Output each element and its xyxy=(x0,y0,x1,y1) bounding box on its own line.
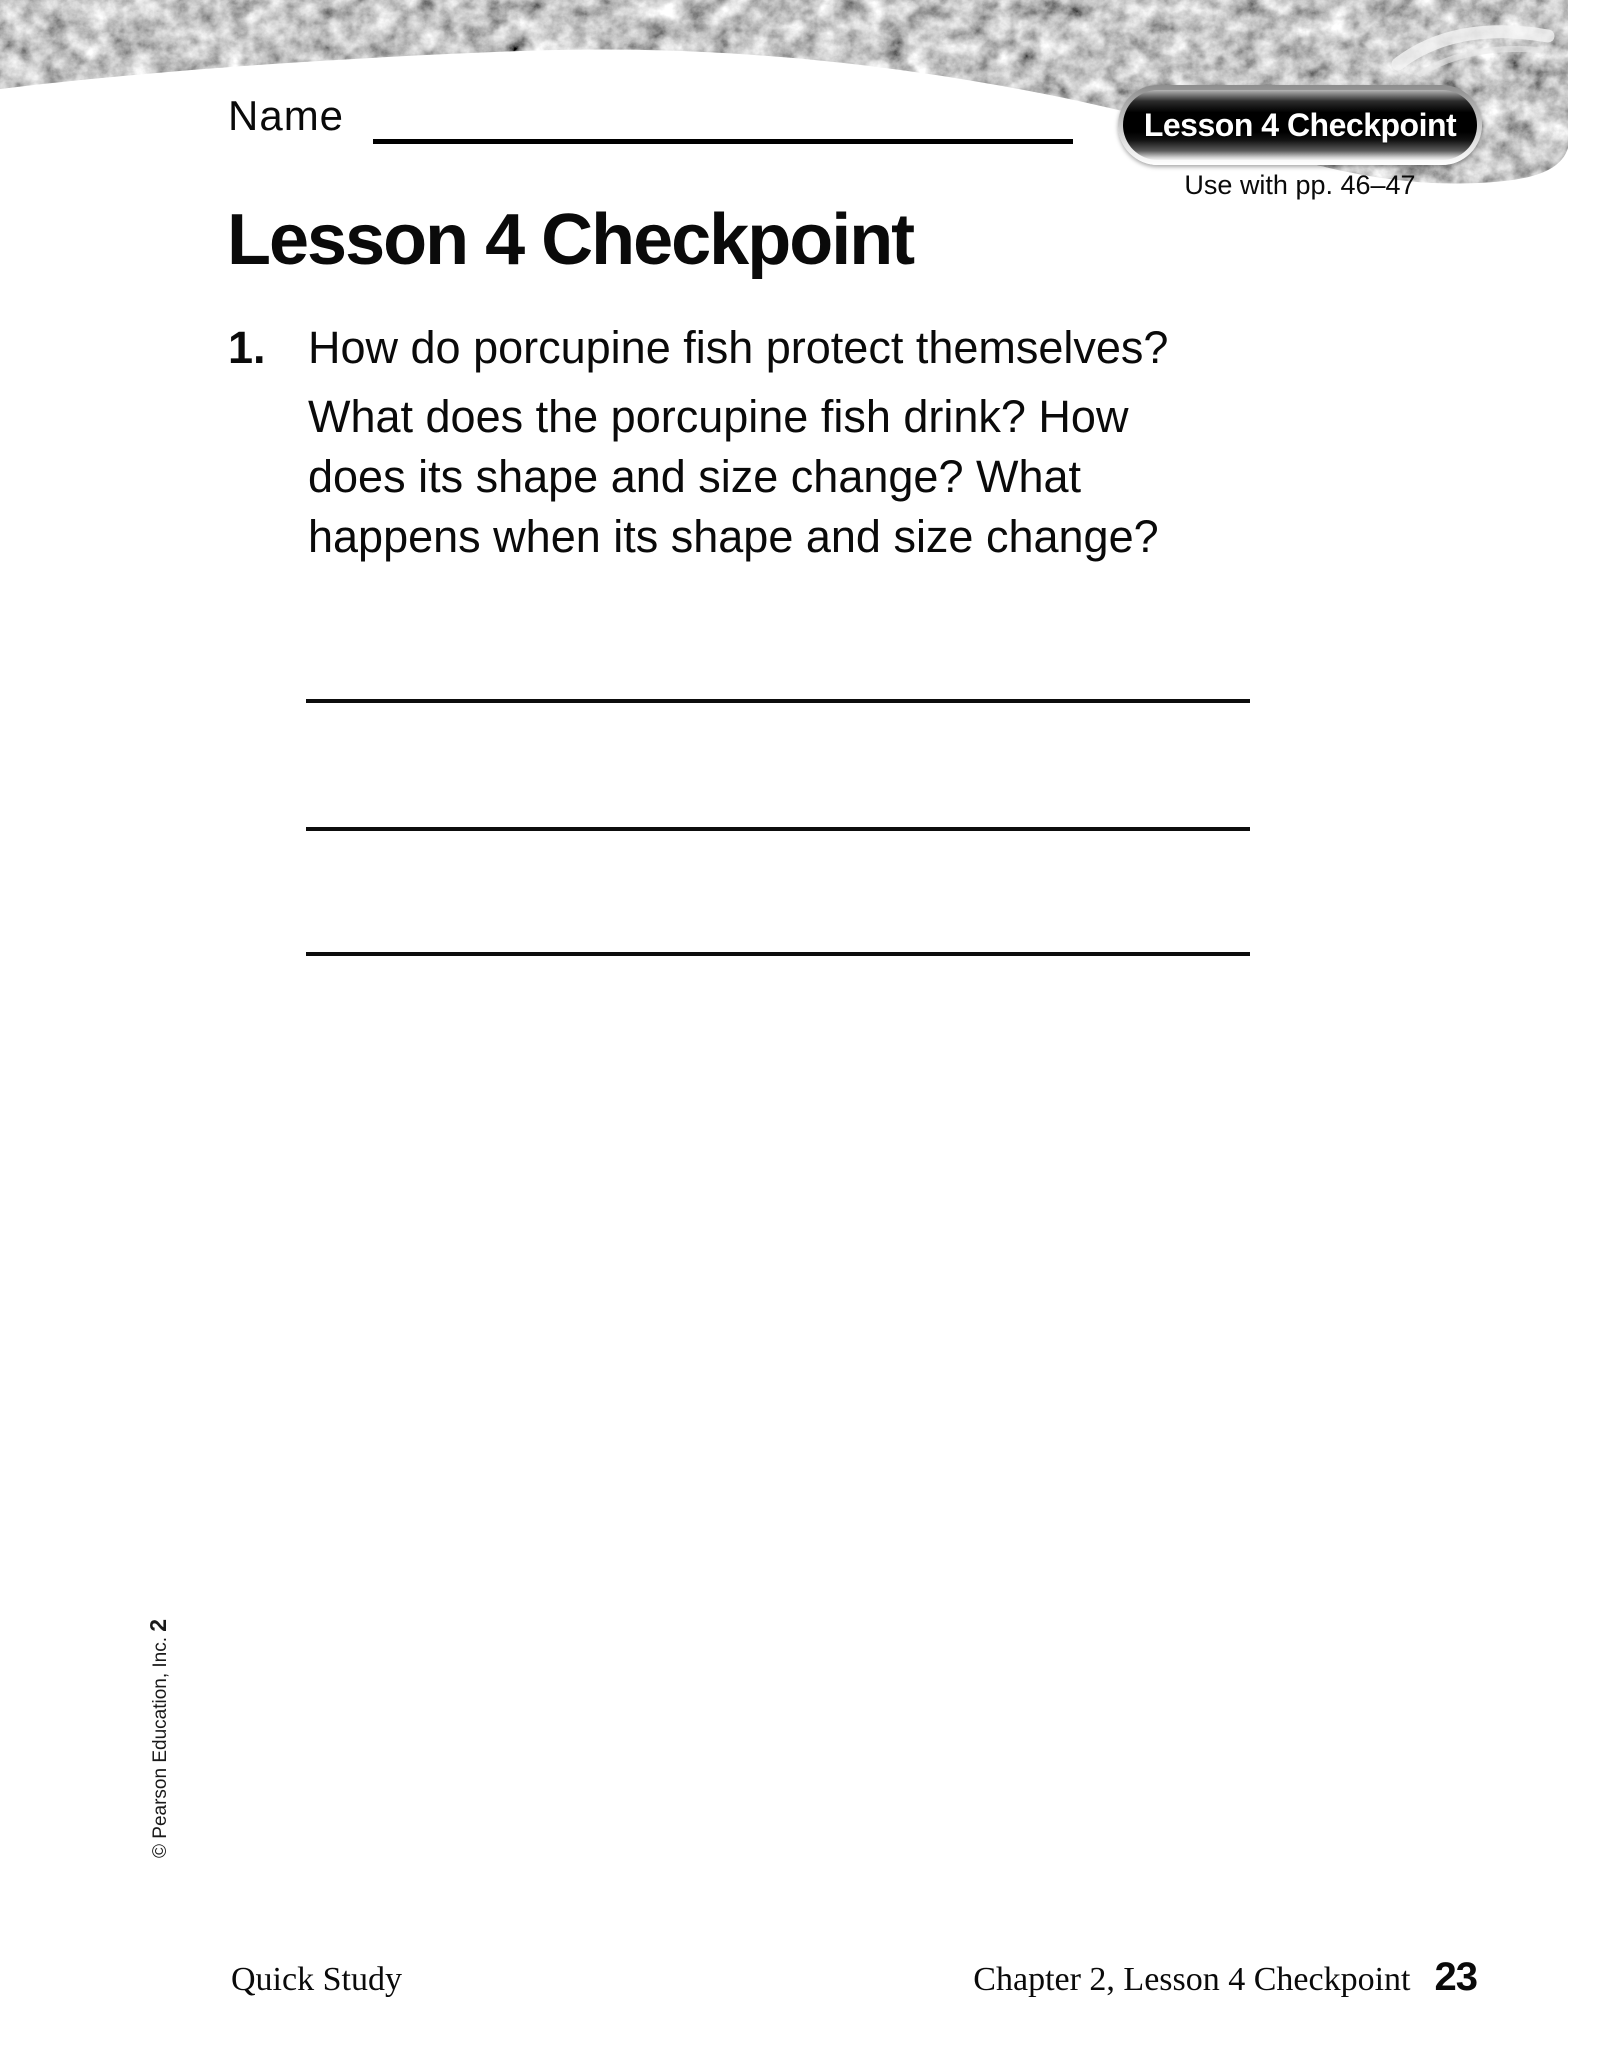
footer-chapter-ref: Chapter 2, Lesson 4 Checkpoint xyxy=(973,1961,1411,1998)
question-prompt-line: What does the porcupine fish drink? How xyxy=(308,391,1129,442)
copyright-text: © Pearson Education, Inc. xyxy=(150,1636,171,1858)
answer-line-1[interactable] xyxy=(306,699,1250,703)
grade-level: 2 xyxy=(145,1618,171,1632)
question-prompt xyxy=(308,387,1308,567)
question-prompt-line: happens when its shape and size change? xyxy=(308,511,1159,562)
answer-line-2[interactable] xyxy=(306,827,1250,831)
footer-book-title: Quick Study xyxy=(231,1961,402,1998)
use-with-note: Use with pp. 46–47 xyxy=(1184,170,1416,200)
lesson-checkpoint-badge xyxy=(1118,85,1482,165)
question-number: 1. xyxy=(228,322,266,373)
page-number: 23 xyxy=(1434,1955,1477,1999)
copyright-sidebar xyxy=(146,1619,173,1858)
page-title: Lesson 4 Checkpoint xyxy=(227,200,914,280)
name-label: Name xyxy=(228,92,345,139)
footer-right-group xyxy=(973,1955,1477,2002)
badge-label: Lesson 4 Checkpoint xyxy=(1143,106,1457,143)
question-text: How do porcupine fish protect themselves? xyxy=(308,322,1169,373)
name-blank-line[interactable] xyxy=(373,139,1073,144)
lesson-checkpoint-badge-pill xyxy=(1123,90,1477,160)
answer-line-3[interactable] xyxy=(306,952,1250,956)
question-prompt-line: does its shape and size change? What xyxy=(308,451,1081,502)
